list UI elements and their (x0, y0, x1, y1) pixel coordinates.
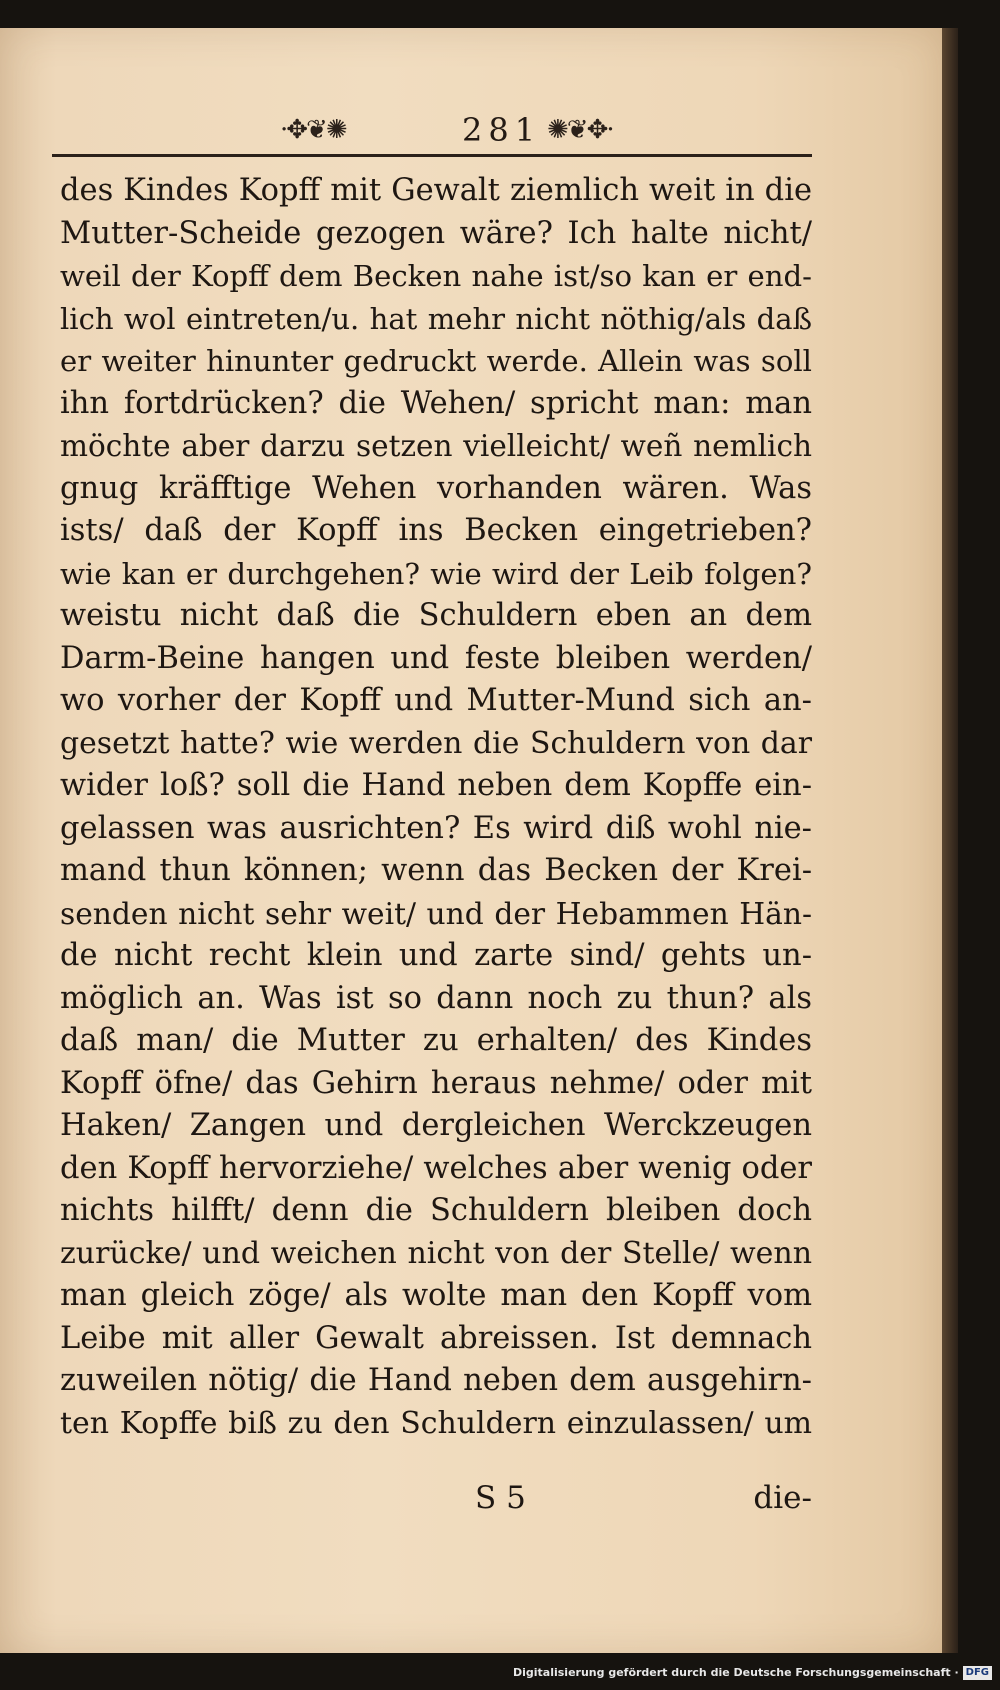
text-line: senden nicht sehr weit/ und der Hebammen Hän- (60, 895, 812, 931)
text-line: den Kopff hervorziehe/ welches aber wenig oder (60, 1150, 812, 1186)
text-line: gnug kräfftige Wehen vorhanden wären. Was (60, 470, 812, 506)
text-line: des Kindes Kopff mit Gewalt ziemlich weit in die (60, 173, 812, 208)
text-line: ists/ daß der Kopff ins Becken eingetrieben? (60, 513, 812, 548)
text-line: wie kan er durchgehen? wie wird der Leib folgen? (60, 556, 812, 591)
text-line: wider loß? soll die Hand neben dem Kopffe ein- (60, 768, 812, 803)
text-line: gelassen was ausrichten? Es wird diß wohl nie- (60, 810, 812, 846)
text-line: weil der Kopff dem Becken nahe ist/so kan er end- (60, 259, 812, 293)
dfg-logo-icon: DFG (963, 1666, 992, 1680)
page-header (52, 108, 812, 160)
signature-mark: S 5 (475, 1480, 526, 1516)
credit-text: Digitalisierung gefördert durch die Deutsche Forschungsgemeinschaft · (512, 1666, 959, 1679)
text-line: nichts hilfft/ denn die Schuldern bleiben doch (60, 1193, 812, 1228)
text-line: mand thun können; wenn das Becken der Krei- (60, 853, 812, 888)
digitization-credit (513, 1665, 992, 1681)
page-edge (942, 28, 958, 1653)
text-line: gesetzt hatte? wie werden die Schuldern von dar (60, 725, 812, 761)
page-number: 281 (462, 111, 542, 149)
text-line: lich wol eintreten/u. hat mehr nicht nöthig/als daß (60, 301, 812, 336)
text-line: Mutter-Scheide gezogen wäre? Ich halte nicht/ (60, 215, 812, 251)
text-line: man gleich zöge/ als wolte man den Kopff vom (60, 1278, 812, 1313)
text-line: Darm-Beine hangen und feste bleiben werden/ (60, 640, 812, 676)
text-line: er weiter hinunter gedruckt werde. Allein was soll (60, 344, 812, 378)
text-line: Haken/ Zangen und dergleichen Werckzeugen (60, 1108, 812, 1143)
header-rule (52, 154, 812, 157)
text-line: zuweilen nötig/ die Hand neben dem ausgehirn- (60, 1363, 812, 1398)
text-line: weistu nicht daß die Schuldern eben an dem (60, 598, 812, 633)
ornament-left-icon: ·✥❦✺ (280, 115, 346, 145)
text-line: möchte aber darzu setzen vielleicht/ weñ nemlich (60, 429, 812, 463)
text-line: de nicht recht klein und zarte sind/ gehts un- (60, 938, 812, 973)
catchword: die- (753, 1480, 812, 1516)
ornament-right-icon: ✺❦✥· (547, 115, 613, 145)
text-line: Kopff öfne/ das Gehirn heraus nehme/ oder mit (60, 1065, 812, 1101)
text-line: ihn fortdrücken? die Wehen/ spricht man: man (60, 385, 812, 421)
text-line: möglich an. Was ist so dann noch zu thun? als (60, 980, 812, 1016)
text-line: wo vorher der Kopff und Mutter-Mund sich an- (60, 683, 812, 718)
body-text (60, 170, 812, 1445)
text-line: daß man/ die Mutter zu erhalten/ des Kindes (60, 1023, 812, 1058)
text-line: ten Kopffe biß zu den Schuldern einzulassen/ um (60, 1405, 812, 1441)
page-footer (60, 1476, 812, 1520)
text-line: zurücke/ und weichen nicht von der Stelle/ wenn (60, 1235, 812, 1271)
text-line: Leibe mit aller Gewalt abreissen. Ist demnach (60, 1320, 812, 1356)
